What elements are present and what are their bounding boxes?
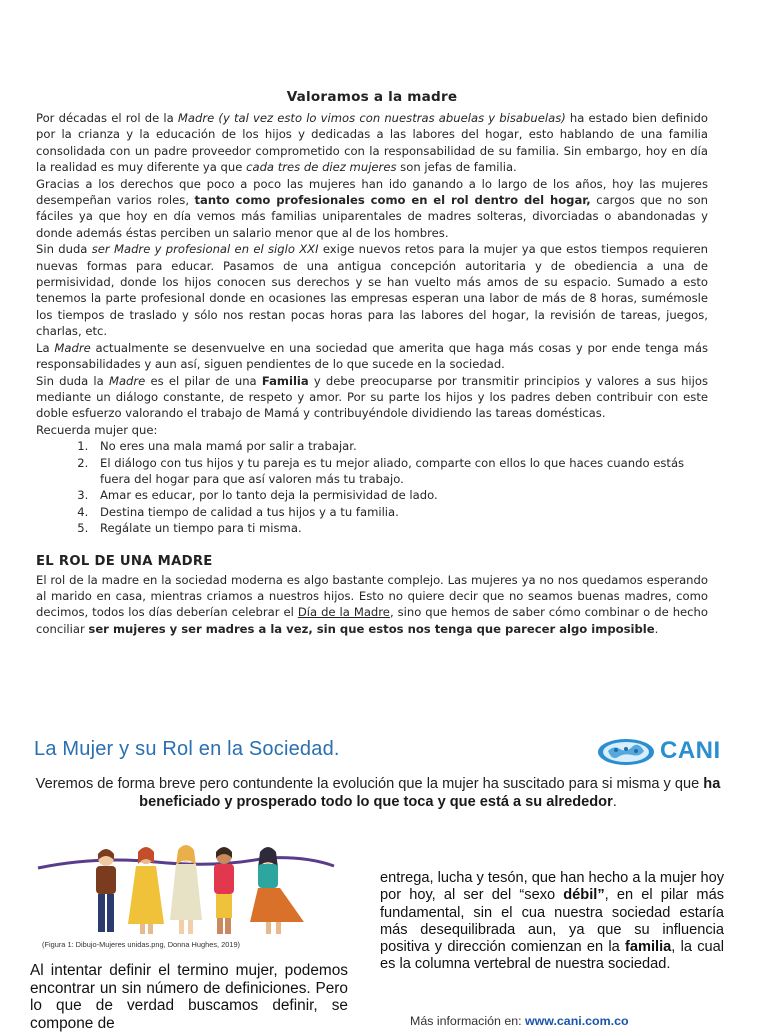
text-bold: débil” (563, 887, 605, 904)
list-item: 3. Amar es educar, por lo tanto deja la permisividad de lado. (92, 487, 708, 503)
globe-logo-icon (596, 737, 656, 767)
text: , la cual es la columna vertebral de nuestra sociedad. (380, 939, 724, 973)
text: Veremos de forma breve pero contundente la evolución que la mujer ha suscitado para si misma y que (35, 776, 704, 792)
list-item: 1. No eres una mala mamá por salir a trabajar. (92, 438, 708, 454)
paragraph-4 (36, 340, 708, 373)
text: cargos que no son fáciles ya que hoy en día vemos más familias uniparentales de madres solteras, divorciadas o abandonadas y donde además éstas perciben un salario menor que al de los hombres. (36, 193, 708, 240)
text-bold: tanto como profesionales como en el rol dentro del hogar, (194, 193, 591, 208)
flyer-right-column (380, 870, 724, 974)
text: actualmente se desenvuelve en una sociedad que amerita que haga más cosas y por ende tenga más responsabilidades y aun así, siguen pendientes de lo que sucede en la sociedad. (36, 340, 709, 372)
text-bold: familia (625, 939, 672, 956)
text: La (36, 340, 55, 355)
list-item: 4. Destina tiempo de calidad a tus hijos y a tu familia. (92, 504, 708, 520)
cani-logo (596, 736, 728, 770)
more-info (410, 1014, 629, 1028)
text: y debe preocuparse por transmitir principios y valores a sus hijos mediante un diálogo constante, de respeto y amor. Por su parte los hijos y los padres deben contribuir con este doble esfuerzo valorando el trabajo de Mamá y contribuyéndole dividiendo las tareas domésticas. (36, 373, 709, 421)
text-underlined: Día de la Madre (297, 605, 390, 620)
paragraph-6: Recuerda mujer que: (36, 422, 158, 437)
women-united-illustration (36, 832, 336, 940)
text-em: Madre (177, 111, 215, 125)
text-bold: Familia (261, 373, 309, 388)
text: , sino que hemos de saber cómo combinar o de hecho conciliar (36, 605, 708, 636)
text-em: Madre (108, 373, 146, 388)
text: , en el pilar más fundamental, sin el cua nuestra sociedad estaría más desequilibrada aun, ya que su influencia positiva y dirección comienzan en la (380, 887, 724, 956)
text-em: ser Madre y profesional en el siglo XXI (91, 242, 319, 257)
text-em: (y tal vez esto lo vimos con nuestras abuelas y bisabuelas) (218, 111, 566, 125)
more-info-label: Más información en: (410, 1014, 526, 1028)
paragraph-5 (36, 373, 708, 422)
section-heading: EL ROL DE UNA MADRE (36, 553, 213, 569)
text: . (612, 793, 617, 810)
list-item: 2. El diálogo con tus hijos y tu pareja es tu mejor aliado, comparte con ellos lo que haces cuando estás fuera del hogar para que así valoren más tu trabajo. (92, 455, 708, 488)
list-item: 5. Regálate un tiempo para ti misma. (92, 520, 708, 536)
text: es el pilar de una (145, 373, 262, 388)
article-title: Valoramos a la madre (286, 89, 458, 105)
flyer-title: La Mujer y su Rol en la Sociedad. (34, 738, 340, 760)
flyer-intro (28, 776, 728, 811)
text-bold: ha beneficiado y prosperado todo lo que toca y que está a su alrededor (139, 776, 721, 810)
text: Por décadas el rol de la (36, 111, 178, 125)
website-link[interactable]: www.cani.com.co (525, 1014, 629, 1028)
text: ha estado bien definido por la crianza y la educación de los hijos y dedicadas a las labores del hogar, esto hablando de una familia consolidada con un padre proveedor comprometido con la responsabilidad de su familia. Sin embargo, hoy en día la realidad es muy diferente ya que (36, 111, 709, 175)
text: . (654, 621, 659, 636)
text: Sin duda la (36, 373, 109, 388)
paragraph-2 (36, 176, 708, 242)
text: Sin duda (36, 242, 92, 257)
flyer-left-column: Al intentar definir el termino mujer, podemos encontrar un sin número de definiciones. Pero lo que de verdad buscamos definir, se compone de (30, 962, 348, 1032)
text: exige nuevos retos para la mujer ya que estos tiempos requieren nuevas formas para educar. Pasamos de una antigua concepción autoritaria y de obediencia a una de permisividad, donde los hijos conocen sus derechos y se han vuelto más amos de su espacio. Sumado a esto tenemos la parte profesional donde en ocasiones las empresas esperan una labor de más de 8 horas, sumémosle los tiempos de traslado y sólo nos restan pocas horas para las labores del hogar, la revisión de tareas, juegos, charlas, etc. (36, 242, 708, 339)
text: Gracias a los derechos que poco a poco las mujeres han ido ganando a lo largo de los años, hoy las mujeres desempeñan varios roles, (36, 176, 708, 208)
paragraph-3 (36, 241, 708, 339)
text: entrega, lucha y tesón, que han hecho a la mujer hoy por hoy, al ser del “sexo (380, 870, 724, 904)
logo-text: CANI (660, 737, 721, 764)
article (36, 88, 708, 637)
figure-caption: (Figura 1: Dibujo-Mujeres unidas.png, Donna Hughes, 2019) (42, 940, 241, 949)
text: El rol de la madre en la sociedad moderna es algo bastante complejo. Las mujeres ya no nos quedamos esperando al marido en casa, mientras criamos a nuestros hijos. Esto no quiere decir que no seamos buenas madres, como decimos, todos los días deberían celebrar el (36, 572, 708, 620)
text-em: Madre (54, 340, 91, 355)
text: son jefas de familia. (396, 160, 517, 175)
paragraph-7 (36, 572, 708, 638)
advice-list (36, 438, 708, 536)
paragraph-1 (36, 110, 708, 176)
text-bold: ser mujeres y ser madres a la vez, sin que estos nos tenga que parecer algo imposible (88, 621, 655, 636)
flyer (28, 736, 728, 1032)
text-em: cada tres de diez mujeres (246, 160, 397, 175)
